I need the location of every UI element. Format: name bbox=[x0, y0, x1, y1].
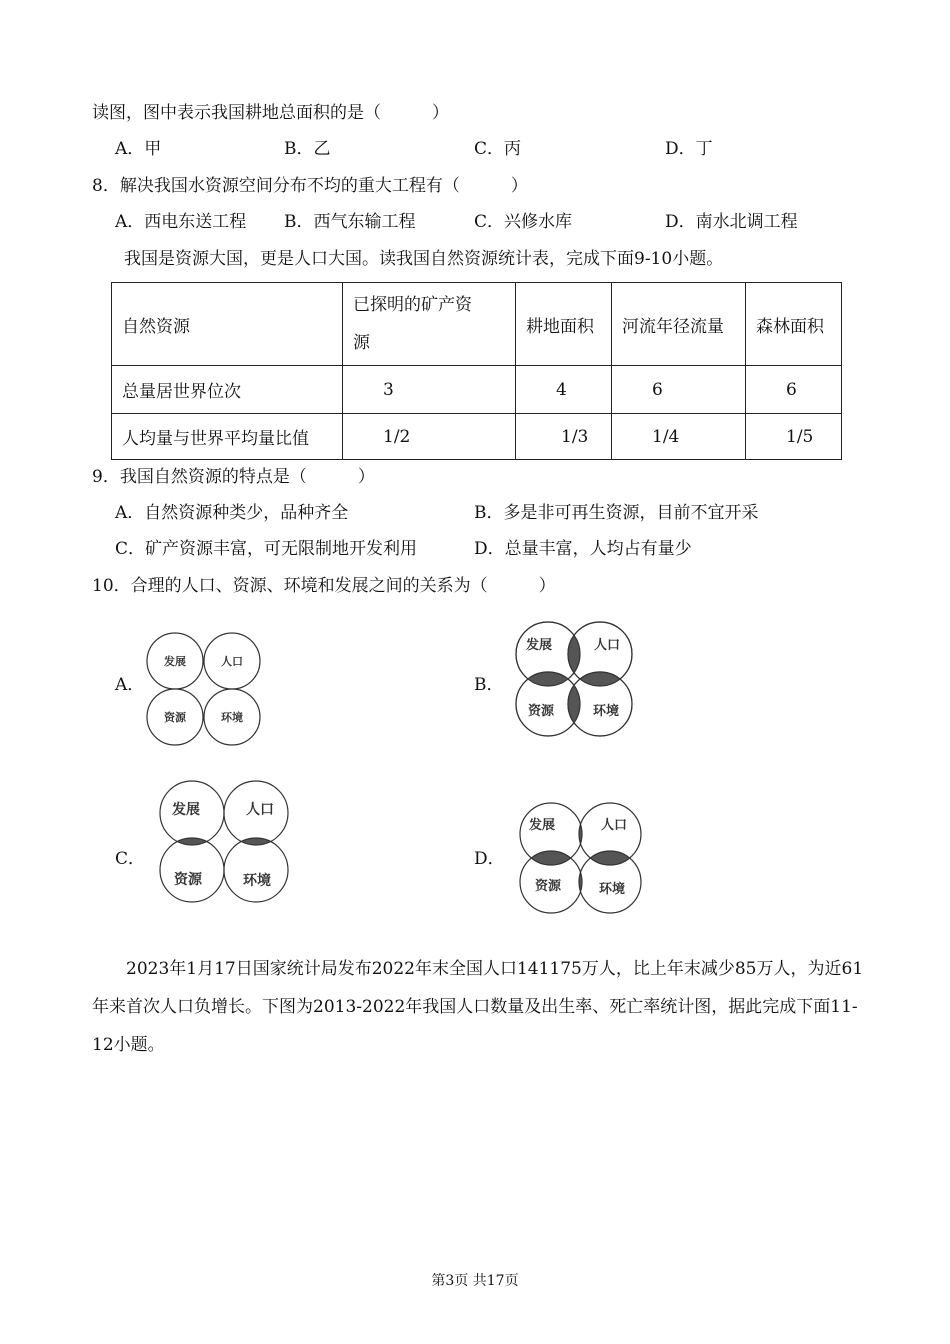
venn-diagram-a[interactable] bbox=[140, 628, 270, 753]
venn-label: 资源 bbox=[164, 711, 186, 724]
page-footer: 第3页 共17页 bbox=[431, 1273, 519, 1289]
table-header-row bbox=[112, 283, 842, 366]
venn-label: 人口 bbox=[246, 802, 274, 818]
intro-9-10: 我国是资源大国，更是人口大国。读我国自然资源统计表，完成下面9-10小题。 bbox=[124, 249, 724, 269]
table-header-cell: 耕地面积 bbox=[516, 283, 612, 366]
table-header-cell: 自然资源 bbox=[112, 283, 343, 366]
q10-option-b-label[interactable]: B． bbox=[474, 675, 504, 695]
venn-diagram-d[interactable] bbox=[515, 798, 645, 916]
venn-label: 环境 bbox=[243, 873, 271, 889]
venn-label: 资源 bbox=[174, 872, 202, 888]
venn-label: 发展 bbox=[528, 818, 556, 833]
venn-label: 人口 bbox=[600, 818, 628, 833]
venn-label: 环境 bbox=[221, 711, 243, 724]
venn-label: 资源 bbox=[534, 879, 562, 894]
table-header-line: 已探明的矿产资 bbox=[353, 295, 472, 315]
q10-option-a-label[interactable]: A． bbox=[115, 675, 145, 695]
q10-stem: 10．合理的人口、资源、环境和发展之间的关系为（ ） bbox=[92, 576, 556, 596]
venn-circle bbox=[224, 838, 288, 902]
venn-label: 发展 bbox=[172, 802, 200, 818]
venn-label: 环境 bbox=[598, 882, 626, 897]
q8-option-a[interactable]: A．西电东送工程 bbox=[115, 212, 247, 232]
table-row bbox=[112, 366, 842, 414]
table-cell: 人均量与世界平均量比值 bbox=[112, 414, 343, 460]
venn-circle bbox=[160, 838, 224, 902]
venn-diagram-b[interactable] bbox=[510, 618, 645, 743]
q10-option-d-label[interactable]: D． bbox=[474, 849, 505, 869]
table-cell: 1/5 bbox=[746, 414, 842, 460]
q10-option-c-label[interactable]: C． bbox=[115, 849, 146, 869]
q8-option-c[interactable]: C．兴修水库 bbox=[474, 212, 573, 232]
q8-option-b[interactable]: B．西气东输工程 bbox=[284, 212, 416, 232]
q9-option-d[interactable]: D．总量丰富，人均占有量少 bbox=[474, 539, 692, 559]
table-cell: 1/2 bbox=[343, 414, 516, 460]
intro-11-12: 2023年1月17日国家统计局发布2022年末全国人口141175万人，比上年末减少85万人，为近61年来首次人口负增长。下图为2013-2022年我国人口数量及出生率、死亡率统计图，据此完成下面11-12小题。 bbox=[92, 959, 864, 1055]
table-header-cell bbox=[343, 283, 516, 366]
q9-option-c[interactable]: C．矿产资源丰富，可无限制地开发利用 bbox=[115, 539, 418, 559]
q7-option-a[interactable]: A．甲 bbox=[115, 139, 162, 159]
q8-stem: 8．解决我国水资源空间分布不均的重大工程有（ ） bbox=[92, 176, 528, 196]
table-header-cell: 河流年径流量 bbox=[612, 283, 746, 366]
venn-label: 发展 bbox=[525, 638, 553, 653]
q9-option-b[interactable]: B．多是非可再生资源，目前不宜开采 bbox=[474, 503, 759, 523]
table-cell: 3 bbox=[343, 366, 516, 414]
q7-option-d[interactable]: D．丁 bbox=[665, 139, 713, 159]
venn-label: 发展 bbox=[164, 655, 186, 668]
table-header-line: 源 bbox=[353, 333, 370, 353]
table-row bbox=[112, 414, 842, 460]
q8-option-d[interactable]: D．南水北调工程 bbox=[665, 212, 798, 232]
venn-label: 人口 bbox=[593, 638, 621, 653]
venn-label: 资源 bbox=[527, 704, 555, 719]
table-cell: 总量居世界位次 bbox=[112, 366, 343, 414]
q7-option-b[interactable]: B．乙 bbox=[284, 139, 331, 159]
table-header-cell: 森林面积 bbox=[746, 283, 842, 366]
table-cell: 4 bbox=[516, 366, 612, 414]
table-cell: 6 bbox=[612, 366, 746, 414]
table-cell: 1/4 bbox=[612, 414, 746, 460]
resource-table bbox=[111, 282, 842, 460]
q9-stem: 9．我国自然资源的特点是（ ） bbox=[92, 467, 375, 487]
table-cell: 6 bbox=[746, 366, 842, 414]
q7-option-c[interactable]: C．丙 bbox=[474, 139, 522, 159]
q9-option-a[interactable]: A．自然资源种类少，品种齐全 bbox=[115, 503, 349, 523]
q7-stem: 读图，图中表示我国耕地总面积的是（ ） bbox=[92, 103, 449, 123]
venn-label: 环境 bbox=[592, 704, 620, 719]
table-cell: 1/3 bbox=[516, 414, 612, 460]
venn-diagram-c[interactable] bbox=[152, 780, 297, 905]
venn-label: 人口 bbox=[221, 655, 243, 668]
